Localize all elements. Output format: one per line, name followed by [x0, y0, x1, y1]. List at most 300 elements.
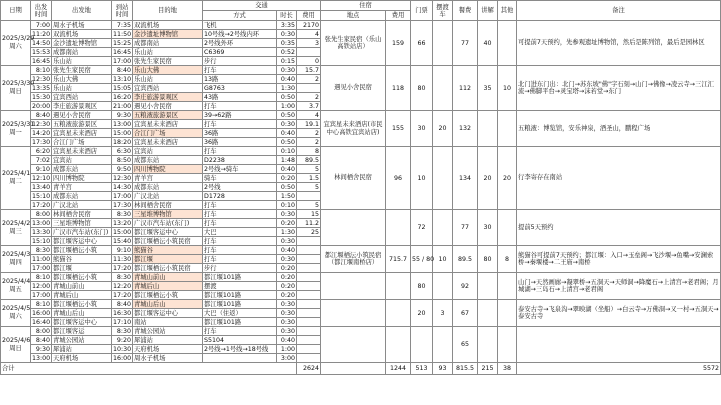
depart-time: 8:40 — [31, 111, 52, 120]
depart-time: 16:45 — [32, 57, 51, 65]
transport-mode: 大巴 — [203, 228, 277, 237]
duration: 0:50 — [277, 138, 297, 147]
arrive-time: 16:30 — [113, 309, 132, 317]
tickets — [411, 327, 433, 363]
fee — [297, 354, 321, 363]
arrive-time: 17:00 — [113, 57, 132, 65]
depart-place: 金沙遗址博物馆 — [52, 39, 112, 48]
header-fee: 费用 — [297, 11, 321, 21]
table-row — [1, 111, 721, 120]
transport-mode — [203, 354, 277, 363]
duration: 0:10 — [277, 147, 297, 156]
day-date: 2025/4/6 — [2, 336, 31, 344]
depart-place: 天府机场 — [52, 354, 112, 363]
duration: 0:30 — [277, 318, 297, 327]
day-date-cell — [1, 327, 31, 363]
depart-place: 李庄旅游景观区 — [52, 102, 112, 111]
destination: 青城山前山 — [133, 273, 203, 282]
transport-mode: 39→62路 — [203, 111, 277, 120]
depart-place: 双流机场 — [52, 30, 112, 39]
tickets: 55 / 80 — [411, 246, 433, 273]
transport-mode: 2号线 — [203, 183, 277, 192]
duration: 0:35 — [277, 39, 297, 48]
duration: 1:00 — [277, 102, 297, 111]
duration: 0:40 — [277, 129, 297, 138]
lodging-fee: 715.7 — [386, 246, 411, 273]
duration: 0:40 — [277, 246, 297, 255]
duration: 0:20 — [277, 174, 297, 183]
destination: 都江堰客运中心 — [133, 228, 203, 237]
ferry — [433, 327, 453, 363]
ferry: 3 — [433, 300, 453, 327]
arrive-time: 8:30 — [112, 210, 133, 219]
day-weekday: 周一 — [9, 128, 22, 136]
destination: 青城公园站 — [133, 327, 203, 336]
table-row — [1, 300, 721, 309]
meals: 77 — [453, 21, 478, 66]
arrive-time: 14:30 — [113, 183, 132, 191]
depart-time: 17:00 — [32, 291, 51, 299]
depart-place: 四川博物院 — [52, 174, 112, 183]
depart-place: 都江堰栖沄小筑 — [52, 246, 112, 255]
lodging-fee: 96 — [386, 147, 411, 210]
destination: 成都东站 — [133, 156, 203, 165]
table-row — [1, 66, 721, 75]
meals: 89.5 — [453, 246, 478, 273]
table-row — [1, 147, 721, 156]
day-date-cell — [1, 21, 35, 66]
note — [517, 327, 721, 363]
day-date: 2025/4/3 — [2, 251, 31, 258]
destination: 天府机场 — [133, 345, 203, 354]
fee — [297, 336, 321, 345]
duration: 0:50 — [277, 183, 297, 192]
destination: 四川博物院 — [133, 165, 203, 174]
destination: 青城后山 — [133, 282, 203, 291]
duration: 0:20 — [277, 219, 297, 228]
fee: 1.5 — [297, 174, 321, 183]
lodging-place — [321, 273, 386, 300]
depart-time: 13:00 — [32, 219, 51, 227]
destination: 周水子机场 — [133, 354, 203, 363]
lodging-place: 遇见小舍民宿 — [321, 66, 386, 111]
fee — [297, 327, 321, 336]
ferry — [433, 273, 453, 300]
header-lodging: 住宿 — [321, 1, 411, 11]
depart-time: 13:40 — [32, 183, 51, 191]
transport-mode: 打车 — [203, 219, 277, 228]
note: 泰安古寺→飞泉沟→翠映湖（坐船）→白云寺→万佛洞→又一村→五洞天→泰安古寺 — [517, 300, 721, 327]
other — [498, 111, 517, 147]
transport-mode: C6369 — [203, 48, 277, 57]
depart-time: 8:40 — [31, 336, 52, 345]
header-depart-place: 出发地 — [52, 1, 112, 21]
duration: 0:52 — [277, 48, 297, 57]
fee: 15 — [297, 210, 321, 219]
totals-grand: 5572 — [517, 363, 721, 375]
depart-time: 16:00 — [32, 309, 51, 317]
note: 五粮液：博览馆，安乐神泉，酒圣山，鹏程广场 — [517, 111, 721, 147]
day-date-cell — [1, 147, 31, 210]
day-weekday: 周六 — [9, 313, 22, 320]
ferry — [433, 66, 453, 111]
header-meals: 餐费 — [453, 1, 478, 21]
arrive-time: 8:40 — [112, 66, 133, 75]
depart-place: 青城公园站 — [52, 336, 112, 345]
arrive-time: 17:00 — [113, 192, 132, 200]
fee: 5 — [297, 183, 321, 192]
header-tickets: 门票 — [411, 1, 433, 21]
depart-place: 青城后山 — [52, 291, 112, 300]
depart-time: 20:00 — [32, 102, 51, 110]
day-date-cell — [1, 210, 31, 246]
duration: 0:40 — [277, 75, 297, 84]
duration: 1:00 — [277, 345, 297, 354]
depart-place: 成都东站 — [52, 165, 112, 174]
duration: 3:35 — [277, 21, 297, 30]
tickets: 20 — [411, 300, 433, 327]
note: 山门→天然画廊→凝翠桥→五洞天→天师洞→降魔石→上清宫→老君阁；月城湖→三岛石→上清宫→老君阁 — [517, 273, 721, 300]
arrive-time: 16:45 — [113, 48, 132, 56]
depart-place: 都江堰客运中心 — [52, 318, 112, 327]
guide — [478, 300, 498, 327]
arrive-time: 11:30 — [113, 255, 132, 263]
duration: 0:30 — [277, 120, 297, 129]
note: 提前5天预约 — [517, 210, 721, 246]
lodging-place — [321, 300, 386, 327]
duration: 0:20 — [277, 273, 297, 282]
transport-mode: D2238 — [203, 156, 277, 165]
fee — [297, 273, 321, 282]
destination: 南站 — [133, 318, 203, 327]
depart-time: 16:40 — [32, 318, 51, 326]
day-date-cell — [1, 111, 35, 147]
depart-place: 宜宾站 — [52, 156, 112, 165]
fee: 3 — [297, 39, 321, 48]
arrive-time: 13:00 — [113, 120, 132, 128]
depart-time: 12:30 — [32, 75, 51, 83]
arrive-time: 17:20 — [113, 264, 132, 272]
tickets: 72 — [411, 210, 433, 246]
transport-mode: G8763 — [203, 84, 277, 93]
totals-other: 38 — [498, 363, 517, 375]
transport-mode: 步行 — [203, 57, 277, 66]
depart-time: 9:30 — [31, 345, 52, 354]
transport-mode: 2号线→1号线→18号线 — [203, 345, 277, 354]
transport-mode: 摆渡 — [203, 282, 277, 291]
other: 8 — [498, 246, 517, 273]
destination: 广汉市汽车站(东门) — [133, 219, 203, 228]
depart-place: 乐山站 — [52, 84, 112, 93]
day-date: 2025/3/29 — [2, 35, 35, 42]
arrive-time: 13:20 — [113, 219, 132, 227]
day-date-cell — [1, 273, 31, 300]
arrive-time: 17:20 — [113, 291, 132, 299]
arrive-time: 11:50 — [113, 30, 132, 38]
header-mode: 方式 — [203, 11, 277, 21]
destination: 宜宾西站 — [133, 84, 203, 93]
duration: 0:30 — [277, 327, 297, 336]
duration: 0:40 — [277, 336, 297, 345]
depart-place: 宜宾西站 — [52, 93, 112, 102]
transport-mode: 2号线→骑车 — [203, 165, 277, 174]
depart-place: 成都东站 — [52, 192, 112, 201]
day-weekday: 周三 — [9, 227, 22, 235]
depart-place: 合江门广场 — [52, 138, 112, 147]
arrive-time: 9:10 — [112, 246, 133, 255]
note: 北门进东门出：北门→苏东坡"佛"字石刻→山门→佛像→凌云寺→三江汇流→佛脚平台→灵宝塔→沫若堂→东门 — [517, 66, 721, 111]
duration: 0:20 — [277, 264, 297, 273]
meals: 132 — [453, 111, 478, 147]
table-row — [1, 273, 721, 282]
destination: 张先生家民宿 — [133, 57, 203, 66]
fee: 3.7 — [297, 102, 321, 111]
day-weekday: 周五 — [9, 286, 22, 293]
transport-mode: 打车 — [203, 147, 277, 156]
fee: 15.7 — [297, 66, 321, 75]
transport-mode: 打车 — [203, 66, 277, 75]
transport-mode: 36路 — [203, 129, 277, 138]
destination: 金沙遗址博物馆 — [133, 30, 203, 39]
totals-guide: 215 — [478, 363, 498, 375]
duration: 1:50 — [277, 192, 297, 201]
lodging-fee — [386, 210, 411, 246]
destination: 双流机场 — [133, 21, 203, 30]
tickets: 10 — [411, 147, 433, 210]
lodging-place: 张先生家民宿（乐山高铁站店） — [321, 21, 386, 66]
duration: 0:30 — [277, 30, 297, 39]
header-ferry: 摆渡车 — [433, 1, 453, 21]
fee — [297, 345, 321, 354]
arrive-time: 15:25 — [113, 39, 132, 47]
arrive-time: 10:30 — [113, 345, 132, 353]
transport-mode: 都江堰101路 — [203, 273, 277, 282]
duration: 0:15 — [277, 57, 297, 66]
depart-place: 张先生家民宿 — [52, 66, 112, 75]
depart-time: 15:10 — [32, 192, 51, 200]
duration: 0:50 — [277, 93, 297, 102]
arrive-time: 8:30 — [112, 273, 133, 282]
guide — [478, 273, 498, 300]
totals-tickets: 513 — [411, 363, 433, 375]
fee: 0 — [297, 57, 321, 66]
guide: 35 — [478, 66, 498, 111]
tickets: 30 — [411, 111, 433, 147]
duration: 1:30 — [277, 84, 297, 93]
header-row-1 — [1, 1, 721, 11]
fee: 19.1 — [297, 120, 321, 129]
fee: 11.2 — [297, 219, 321, 228]
depart-time: 12:00 — [32, 282, 51, 290]
arrive-time: 17:10 — [113, 318, 132, 326]
duration: 0:30 — [277, 66, 297, 75]
lodging-place: 林间栖舍民宿 — [321, 147, 386, 210]
fee: 2170 — [297, 21, 321, 30]
fee: 8 — [297, 147, 321, 156]
depart-place: 广汉北站 — [52, 201, 112, 210]
fee — [297, 246, 321, 255]
depart-place: 青城山前山 — [52, 282, 112, 291]
day-date: 2025/4/1 — [2, 170, 31, 177]
arrive-time: 15:00 — [113, 129, 132, 137]
day-date: 2025/4/5 — [2, 305, 31, 312]
arrive-time: 17:30 — [113, 201, 132, 209]
transport-mode: 打车 — [203, 255, 277, 264]
fee: 2 — [297, 129, 321, 138]
header-date: 日期 — [1, 1, 31, 21]
depart-place: 乐山大佛 — [52, 75, 112, 84]
meals: 77 — [453, 210, 478, 246]
destination: 遇见小舍民宿 — [133, 102, 203, 111]
header-duration: 时长 — [277, 11, 297, 21]
lodging-fee: 155 — [386, 111, 411, 147]
depart-time: 13:00 — [32, 354, 51, 362]
arrive-time: 13:10 — [113, 75, 132, 83]
depart-time: 13:30 — [32, 228, 51, 236]
depart-time: 6:20 — [31, 147, 52, 156]
transport-mode: 骑车 — [203, 174, 277, 183]
arrive-time: 8:30 — [112, 327, 133, 336]
arrive-time: 15:00 — [113, 228, 132, 236]
fee: 89.5 — [297, 156, 321, 165]
arrive-time: 8:40 — [112, 300, 133, 309]
arrive-time: 15:05 — [113, 84, 132, 92]
arrive-time: 9:30 — [112, 111, 133, 120]
depart-time: 8:10 — [31, 273, 52, 282]
transport-mode: 飞机 — [203, 21, 277, 30]
depart-time: 17:30 — [32, 138, 51, 146]
table-row — [1, 210, 721, 219]
fee: 5 — [297, 201, 321, 210]
duration: 1:30 — [277, 228, 297, 237]
meals: 67 — [453, 300, 478, 327]
destination: 熊猫谷 — [133, 246, 203, 255]
lodging-place: 宜宾星未来酒店(市民中心高铁宜宾站店) — [321, 111, 386, 147]
depart-place: 周水子机场 — [52, 21, 112, 30]
totals-lodging: 1244 — [386, 363, 411, 375]
fee: 4 — [297, 30, 321, 39]
duration: 0:10 — [277, 201, 297, 210]
depart-time: 8:30 — [31, 246, 52, 255]
depart-time: 12:30 — [32, 120, 51, 128]
meals: 92 — [453, 273, 478, 300]
header-location: 地点 — [321, 11, 386, 21]
arrive-time: 9:50 — [112, 165, 133, 174]
day-weekday: 周四 — [9, 259, 22, 266]
depart-place: 宜宾星未来酒店 — [52, 129, 112, 138]
guide: 40 — [478, 21, 498, 66]
tickets: 80 — [411, 66, 433, 111]
destination: 三星堆博物馆 — [133, 210, 203, 219]
lodging-fee — [386, 300, 411, 327]
header-guide: 讲解 — [478, 1, 498, 21]
duration: 0:20 — [277, 282, 297, 291]
destination: 宜宾星未来酒店 — [133, 138, 203, 147]
guide — [478, 111, 498, 147]
transport-mode: S5104 — [203, 336, 277, 345]
other — [498, 21, 517, 66]
depart-place: 都江堰栖沄小筑 — [52, 273, 112, 282]
transport-mode: 13路 — [203, 75, 277, 84]
arrive-time: 8:50 — [112, 156, 133, 165]
lodging-fee: 118 — [386, 66, 411, 111]
guide — [478, 327, 498, 363]
destination: 都江堰栖沄小筑民宿 — [133, 237, 203, 246]
lodging-place: 都江堰栖沄小筑民宿（都江堰南桥店） — [321, 246, 386, 273]
totals-row — [1, 363, 721, 375]
transport-mode: 36路 — [203, 138, 277, 147]
fee: 2 — [297, 93, 321, 102]
arrive-time: 16:20 — [113, 93, 132, 101]
depart-time: 15:53 — [32, 48, 51, 56]
fee — [297, 291, 321, 300]
depart-time: 15:30 — [32, 93, 51, 101]
guide: 80 — [478, 246, 498, 273]
fee — [297, 309, 321, 318]
fee: 2 — [297, 138, 321, 147]
header-depart-time: 出发时间 — [31, 1, 52, 21]
header-arrive-time: 到站时间 — [112, 1, 133, 21]
depart-place: 广汉市汽车站(东门) — [52, 228, 112, 237]
tickets: 80 — [411, 273, 433, 300]
destination: 广汉北站 — [133, 192, 203, 201]
fee: 5 — [297, 165, 321, 174]
header-lodging-fee: 费用 — [386, 11, 411, 21]
depart-time: 11:20 — [32, 30, 51, 38]
meals: 134 — [453, 147, 478, 210]
meals: 112 — [453, 66, 478, 111]
day-date: 2025/3/31 — [2, 120, 35, 128]
fee — [297, 300, 321, 309]
note: 熊猫谷可提前7天预约；都江堰：入口→玉垒阁→飞沙堰→鱼嘴→安澜索桥→秦堰楼→二王庙→南桥 — [517, 246, 721, 273]
other — [498, 273, 517, 300]
transport-mode: 打车 — [203, 246, 277, 255]
fee — [297, 84, 321, 93]
depart-time: 7:00 — [31, 21, 52, 30]
arrive-time: 9:20 — [112, 336, 133, 345]
table-row — [1, 246, 721, 255]
destination: 都江堰客运中心 — [133, 309, 203, 318]
fee — [297, 255, 321, 264]
destination: 乐山站 — [133, 75, 203, 84]
destination: 乐山大佛 — [133, 66, 203, 75]
depart-place: 犀浦站 — [52, 345, 112, 354]
duration: 0:40 — [277, 165, 297, 174]
totals-location — [321, 363, 386, 375]
lodging-fee — [386, 273, 411, 300]
note: 可提前7天预约，先参观遗址博物馆，然后是陈列馆，最后是园林区 — [517, 21, 721, 66]
depart-place: 都江堰栖沄小筑 — [52, 300, 112, 309]
day-date: 2025/3/30 — [2, 80, 35, 87]
depart-time: 12:10 — [32, 174, 51, 182]
destination: 李庄旅游景观区 — [133, 93, 203, 102]
destination: 成都南站 — [133, 39, 203, 48]
totals-meals: 815.5 — [453, 363, 478, 375]
fee — [297, 318, 321, 327]
depart-place: 五粮液旅游景区 — [52, 120, 112, 129]
depart-time: 8:10 — [31, 300, 52, 309]
depart-place: 熊猫谷 — [52, 255, 112, 264]
day-weekday: 周日 — [9, 344, 22, 352]
depart-time: 8:10 — [31, 66, 52, 75]
duration: 0:50 — [277, 111, 297, 120]
depart-place: 宜宾星未来酒店 — [52, 147, 112, 156]
tickets: 66 — [411, 21, 433, 66]
depart-place: 青羊宫 — [52, 183, 112, 192]
duration: 0:20 — [277, 291, 297, 300]
transport-mode: 打车 — [203, 237, 277, 246]
meals: 65 — [453, 327, 478, 363]
